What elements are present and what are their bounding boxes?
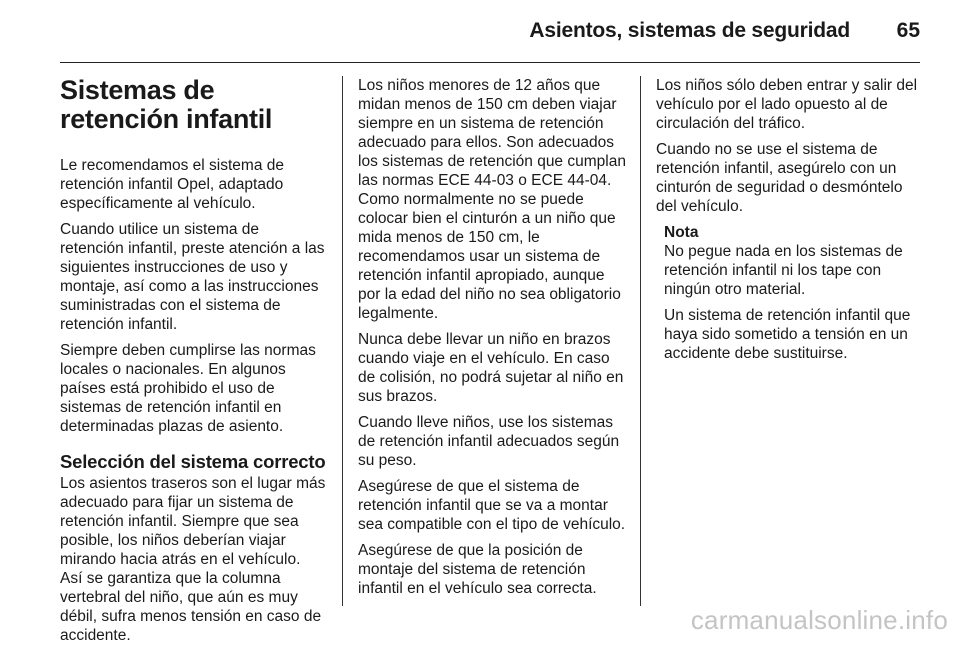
section-title: Sistemas de retención infantil: [60, 75, 273, 134]
note-paragraph: Un sistema de retención infantil que haya sido sometido a tensión en un accidente debe sustituirse.: [664, 307, 911, 362]
column-divider: [342, 76, 343, 606]
column-divider: [640, 76, 641, 606]
paragraph: Asegúrese de que el sistema de retención infantil que se va a montar sea compatible con el tipo de vehículo.: [358, 478, 626, 533]
paragraph: Los asientos traseros son el lugar más adecuado para fijar un sistema de retención infantil. Siempre que sea posible, los niños deberían viajar mirando hacia atrás en el vehículo. Así se garantiza que la columna vertebral del niño, que aún es muy débil, sufra menos tensión en caso de accidente.: [60, 475, 326, 644]
paragraph: Cuando lleve niños, use los sistemas de retención infantil adecuados según su peso.: [358, 414, 620, 469]
note-paragraph: No pegue nada en los sistemas de retención infantil ni los tape con ningún otro material.: [664, 243, 903, 298]
paragraph: Cuando utilice un sistema de retención infantil, preste atención a las siguientes instrucciones de uso y montaje, así como a las instrucciones suministradas con el sistema de retención infantil.: [60, 221, 325, 333]
page-header: [60, 0, 920, 63]
paragraph: Nunca debe llevar un niño en brazos cuando viaje en el vehículo. En caso de colisión, no podrá sujetar al niño en sus brazos.: [358, 331, 624, 405]
column-3: [656, 76, 924, 370]
column-1: [60, 76, 326, 652]
note-title: Nota: [664, 224, 699, 241]
watermark: carmanualsonline.info: [690, 605, 948, 635]
column-2: [358, 76, 626, 605]
note-box: [664, 223, 924, 363]
header-title: Asientos, sistemas de seguridad: [529, 19, 850, 42]
paragraph: Cuando no se use el sistema de retención infantil, asegúrelo con un cinturón de seguridad o desmóntelo del vehículo.: [656, 141, 903, 215]
paragraph: Siempre deben cumplirse las normas locales o nacionales. En algunos países está prohibido el uso de sistemas de retención infantil en determinadas plazas de asiento.: [60, 342, 316, 435]
page-number: 65: [896, 19, 920, 42]
subheading: Selección del sistema correcto: [60, 451, 326, 472]
paragraph: Los niños sólo deben entrar y salir del vehículo por el lado opuesto al de circulación del tráfico.: [656, 77, 918, 132]
paragraph: Le recomendamos el sistema de retención infantil Opel, adaptado específicamente al vehículo.: [60, 157, 285, 212]
paragraph: Asegúrese de que la posición de montaje del sistema de retención infantil en el vehículo sea correcta.: [358, 542, 597, 597]
paragraph: Los niños menores de 12 años que midan menos de 150 cm deben viajar siempre en un sistema de retención adecuado para ellos. Son adecuados los sistemas de retención que cumplan las normas ECE 44-03 o ECE 44-04. Como normalmente no se puede colocar bien el cinturón a un niño que mida menos de 150 cm, le recomendamos usar un sistema de retención infantil apropiado, aunque por la edad del niño no sea obligatorio legalmente.: [358, 77, 626, 322]
